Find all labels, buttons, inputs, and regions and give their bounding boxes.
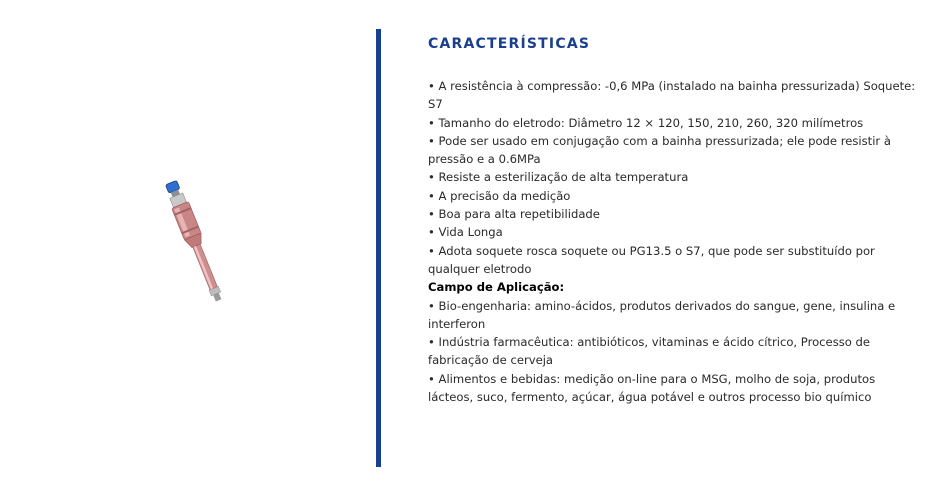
electrode-product-image xyxy=(140,176,250,308)
feature-item: • Resiste a esterilização de alta temperatura xyxy=(428,170,689,185)
electrode-sensor-icon xyxy=(140,176,250,308)
feature-item: • Pode ser usado em conjugação com a bainha pressurizada; ele pode resistir à pressão e a 0.6MPa xyxy=(428,133,891,167)
feature-item: • Boa para alta repetibilidade xyxy=(428,207,600,222)
applications-heading: Campo de Aplicação: xyxy=(428,280,565,295)
feature-item: • Vida Longa xyxy=(428,225,503,240)
application-item: • Bio-engenharia: amino-ácidos, produtos derivados do sangue, gene, insulina e interferon xyxy=(428,298,896,331)
feature-item: • Adota soquete rosca soquete ou PG13.5 o S7, que pode ser substituído por qualquer eletrodo xyxy=(428,243,875,276)
vertical-divider xyxy=(376,29,381,467)
section-heading: CARACTERÍSTICAS xyxy=(428,36,591,52)
characteristics-section xyxy=(428,34,918,406)
feature-item: • Tamanho do eletrodo: Diâmetro 12 × 120, 150, 210, 260, 320 milímetros xyxy=(428,115,864,130)
application-item: • Indústria farmacêutica: antibióticos, vitaminas e ácido cítrico, Processo de fabricação de cerveja xyxy=(428,335,871,368)
feature-item: • A resistência à compressão: -0,6 MPa (instalado na bainha pressurizada) Soquete: S7 xyxy=(428,79,916,112)
feature-item: • A precisão da medição xyxy=(428,188,571,203)
application-item: • Alimentos e bebidas: medição on-line para o MSG, molho de soja, produtos lácteos, suco, fermento, açúcar, água potável e outros processo bio químico xyxy=(428,371,876,405)
